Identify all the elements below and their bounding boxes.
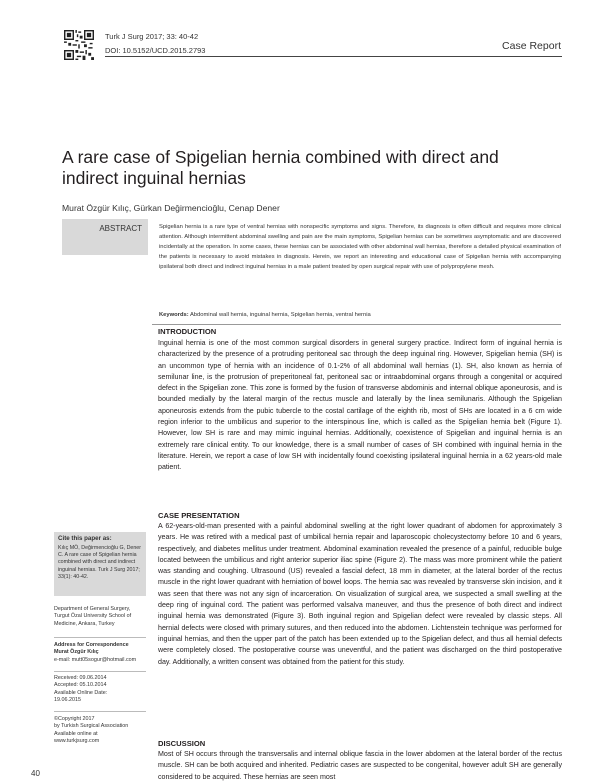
introduction-heading: INTRODUCTION: [158, 327, 217, 336]
received-date: Received: 09.06.2014: [54, 675, 107, 681]
copyright-line: ©Copyright 2017: [54, 716, 95, 722]
case-presentation-text: A 62-years-old-man presented with a painful abdominal swelling at the right lower quadrant of abdomen for approximately 3 years. He was retired with a medical past of umbilical hernia repair and laparoscopic cholecystectomy before 10 and 6 years, respectively, and diabetes mellitus under treatment. Abdominal examination revealed the presence of a painful, reducible bulge located between the umbilicus and right anterior superior iliac spine (Figure 2). The mass was more prominent while the patient was standing and coughing. Ultrasound (US) revealed a fascial defect, 18 mm in diameter, at the lateral border of the rectus muscle in the right lower quadrant with herniation of bowel loops. The hernia sac was revealed by transverse skin incision, and it was seen that there was not any sign of incarceration. On visualization of surgical area, we suspected a small swelling at the deep ring of inguinal cord. The patient was performed valsalva maneuver, and thus the presence of both direct and indirect inguinal hernia was demonstrated (Figure 3). Both inguinal region and Spigelian defect were revealed by classic steps. All hernial defects were closed with primary sutures, and then reduced into the abdomen. Lichtenstein technique was performed for inguinal hernias, and then the upper part of the patch has been extended up to the Spigelian defect, and thus all hernial defects were completely closed. The postoperative course was uneventful, and the patient was discharged on the third postoperative day. Additionally, a written consent was obtained from the patient for this study.: [158, 522, 562, 666]
correspondence: [54, 642, 146, 664]
doi: DOI: 10.5152/UCD.2015.2793: [105, 46, 206, 55]
case-presentation-heading: CASE PRESENTATION: [158, 511, 240, 520]
article-type: Case Report: [502, 40, 561, 52]
copyright-owner: by Turkish Surgical Association: [54, 723, 129, 730]
correspondence-name: Murat Özgür Kılıç: [54, 649, 99, 656]
online-date: 19.06.2015: [54, 697, 81, 704]
keywords-label: Keywords:: [159, 312, 189, 318]
journal-reference: Turk J Surg 2017; 33: 40-42: [105, 32, 199, 41]
copyright: [54, 716, 146, 746]
accepted-date: Accepted: 05.10.2014: [54, 682, 107, 689]
authors: Murat Özgür Kılıç, Gürkan Değirmencioğlu, Cenap Dener: [62, 203, 280, 213]
cite-title: Cite this paper as:: [58, 535, 112, 542]
discussion-text: Most of SH occurs through the transversalis and internal oblique fascia in the lower abdomen at the lateral border of the rectus muscle. SH can be both acquired and inherited. Pediatric cases are suspected to be congenital, however adult SH are generally considered to be acquired. These hernias are seen most: [158, 750, 562, 781]
article-title: A rare case of Spigelian hernia combined with direct and indirect inguinal hernias: [62, 147, 499, 188]
sidebar-divider: [54, 711, 146, 712]
available-online-label: Available online at: [54, 730, 98, 737]
affiliation: Department of General Surgery, Turgut Özal University School of Medicine, Ankara, Turkey: [54, 606, 132, 627]
abstract-label: ABSTRACT: [62, 219, 148, 255]
introduction-text: Inguinal hernia is one of the most common surgical disorders in general surgery practice. Indirect form of inguinal hernia is characterized by the presence of a protruding peritoneal sac through the deep inguinal ring. However, Spigelian hernia (SH) is an uncommon type of hernia with an incidence of 0.1-2% of all abdominal wall hernias (1). SH, also known as hernia of semilunar line, is the protrusion of preperitoneal fat, peritoneal sac or intraabdominal organs through a congenital or acquired defect in the Spigelian zone. This zone is formed by the fusion of transverse abdominis and internal oblique aponeurosis, and is bounded medially by the lateral margin of the rectus muscle and laterally by the linea semilunaris. Although the Spigelian aponeurosis extends from the pubic tubercle to the costal cartilage of the eighth rib, most of SHs are located in a 6 cm wide region inferior to the umbilicus and superior to the interspinous line, which is called as the Spigelian hernia belt (Figure 1). However, low SH is rare and may mimic inguinal hernias. Additionally, coexistence of Spigelian and inguinal hernia is an extremely rare clinical entity. To our knowledge, there is a small number of cases of SH combined with inguinal hernia in the literature. Herein, we report a case of low SH with incidentally found coexisting ipsilateral inguinal hernia in a 62 years-old male patient.: [158, 339, 562, 472]
keywords: [159, 312, 561, 318]
correspondence-label: Address for Correspondence: [54, 642, 129, 648]
section-divider: [152, 324, 561, 325]
sidebar-divider: [54, 637, 146, 638]
discussion-heading: DISCUSSION: [158, 739, 206, 748]
online-date-label: Available Online Date:: [54, 689, 108, 696]
dates: [54, 675, 146, 705]
correspondence-email[interactable]: e-mail: mutt05sogur@hotmail.com: [54, 656, 137, 663]
qr-code-icon: [64, 30, 94, 60]
cite-text: Kılıç MÖ, Değirmencioğlu G, Dener C. A rare case of Spigelian hernia combined with direct and indirect inguinal hernias. Turk J Surg 2017; 33(1): 40-42.: [58, 545, 142, 580]
abstract-text: Spigelian hernia is a rare type of ventral hernias with nonspecific symptoms and signs. Therefore, its diagnosis is often difficult and requires more clinical attention. Although intermittent abdominal swelling and pain are the main symptoms, Spigelian hernias can be sometimes asymptomatic and are discovered incidentally at the operation. In some cases, these hernias can be associated with other abdominal wall hernias, therefore a detailed physical examination of the patients is necessary to avoid mistakes in diagnosis. Herein, we report an interesting and educational case of Spigelian hernia with accompanying ipsilateral both direct and indirect inguinal hernias in a male patient treated by open surgical repair with use of polypropylene mesh.: [159, 224, 561, 270]
journal-website-link[interactable]: www.turkjsurg.com: [54, 738, 100, 745]
header-divider: [105, 56, 562, 57]
page-number: 40: [31, 769, 40, 778]
keywords-list: Abdominal wall hernia, inguinal hernia, Spigelian hernia, ventral hernia: [189, 312, 371, 318]
sidebar-divider: [54, 671, 146, 672]
